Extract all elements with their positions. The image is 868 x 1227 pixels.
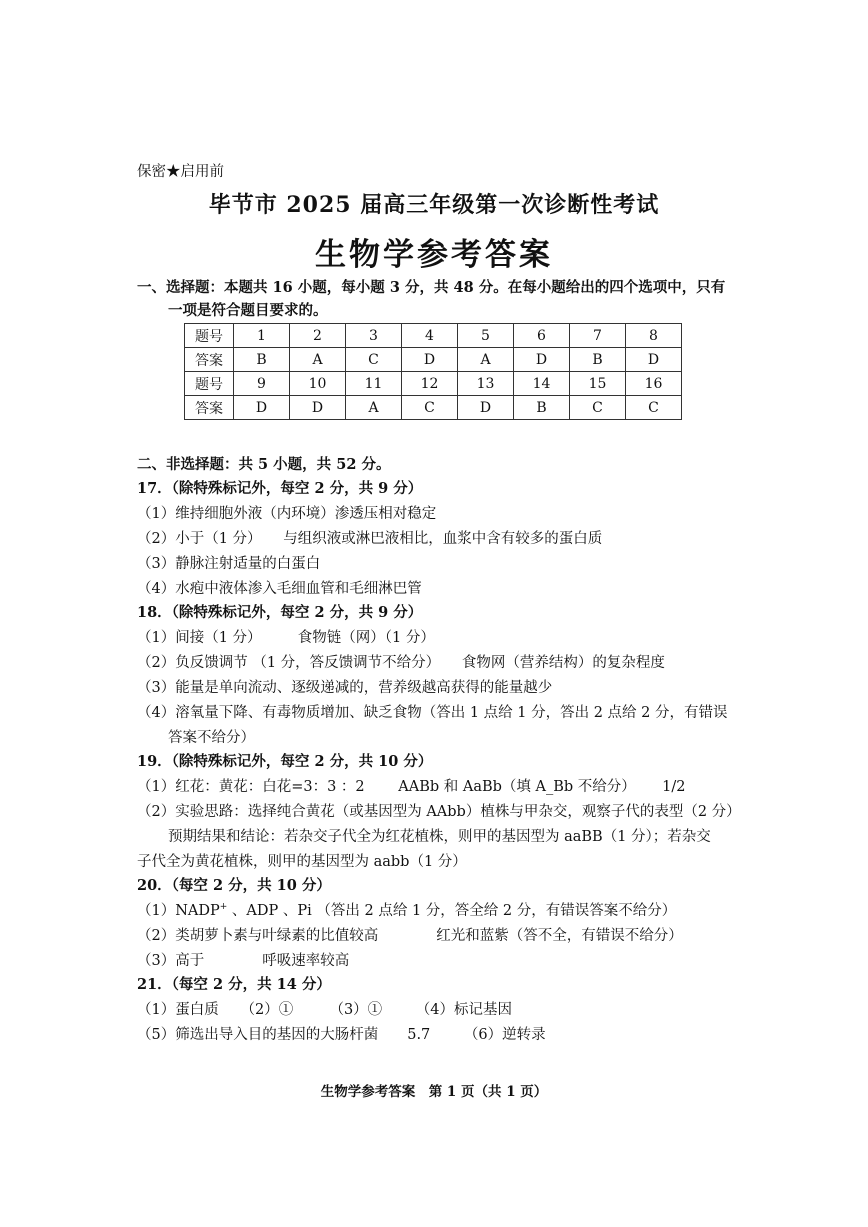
table-cell: 14 — [514, 372, 570, 396]
q18-answer-1: （1）间接（1 分） 食物链（网）（1 分） — [137, 630, 435, 646]
table-cell: D — [626, 348, 682, 372]
document-title: 生物学参考答案 — [315, 237, 553, 273]
q18-answer-4: （4）溶氧量下降、有毒物质增加、缺乏食物（答出 1 点给 1 分，答出 2 点给 2 分，有错误 — [137, 705, 728, 721]
table-cell: A — [458, 348, 514, 372]
page-footer: 生物学参考答案 第 1 页（共 1 页） — [320, 1084, 548, 1100]
table-cell: 13 — [458, 372, 514, 396]
table-cell: C — [402, 396, 458, 420]
table-cell: D — [458, 396, 514, 420]
table-cell: D — [514, 348, 570, 372]
q21-answer-2: （5）筛选出导入目的基因的大肠杆菌 5.7 （6）逆转录 — [137, 1027, 546, 1043]
table-cell: 10 — [290, 372, 346, 396]
table-cell: 题号 — [185, 372, 234, 396]
table-cell: C — [570, 396, 626, 420]
section1-instructions-line2: 一项是符合题目要求的。 — [168, 302, 328, 319]
q19-answer-2-prediction: 预期结果和结论：若杂交子代全为红花植株，则甲的基因型为 aaBB（1 分）；若杂交 — [168, 829, 711, 845]
q19-answer-2-cont: 子代全为黄花植株，则甲的基因型为 aabb（1 分） — [137, 854, 467, 870]
q18-answer-2: （2）负反馈调节 （1 分，答反馈调节不给分） 食物网（营养结构）的复杂程度 — [137, 655, 665, 671]
q20-answer-1 — [137, 902, 676, 920]
q17-heading: 17．（除特殊标记外，每空 2 分，共 9 分） — [137, 480, 423, 497]
q20-heading: 20．（每空 2 分，共 10 分） — [137, 877, 331, 894]
table-cell: 8 — [626, 324, 682, 348]
answer-table — [184, 323, 682, 420]
table-cell: 1 — [234, 324, 290, 348]
section1-instructions-line1: 一、选择题：本题共 16 小题，每小题 3 分，共 48 分。在每小题给出的四个选项中，只有 — [137, 279, 726, 296]
table-cell: C — [346, 348, 402, 372]
table-cell: 15 — [570, 372, 626, 396]
q18-answer-4-cont: 答案不给分） — [168, 730, 255, 746]
q18-heading: 18．（除特殊标记外，每空 2 分，共 9 分） — [137, 604, 423, 621]
q21-answer-1: （1）蛋白质 （2）① （3）① （4）标记基因 — [137, 1002, 513, 1018]
confidential-label: 保密★启用前 — [137, 164, 224, 180]
table-row — [185, 372, 682, 396]
section2-title: 二、非选择题：共 5 小题，共 52 分。 — [137, 456, 391, 473]
table-cell: 16 — [626, 372, 682, 396]
table-cell: 6 — [514, 324, 570, 348]
q20-answer-1-rest: 、ADP 、Pi （答出 2 点给 1 分，答全给 2 分，有错误答案不给分） — [227, 903, 677, 919]
q17-answer-2: （2）小于（1 分） 与组织液或淋巴液相比，血浆中含有较多的蛋白质 — [137, 531, 603, 547]
table-cell: D — [290, 396, 346, 420]
table-cell: 2 — [290, 324, 346, 348]
table-cell: 答案 — [185, 348, 234, 372]
table-cell: D — [402, 348, 458, 372]
q20-answer-1-text: （1）NADP — [137, 903, 220, 919]
table-cell: 4 — [402, 324, 458, 348]
table-cell: 3 — [346, 324, 402, 348]
superscript-plus: + — [219, 902, 228, 913]
table-cell: B — [514, 396, 570, 420]
table-row — [185, 324, 682, 348]
exam-title: 毕节市 2025 届高三年级第一次诊断性考试 — [208, 192, 660, 218]
q17-answer-1: （1）维持细胞外液（内环境）渗透压相对稳定 — [137, 506, 437, 522]
q17-answer-4: （4）水疱中液体渗入毛细血管和毛细淋巴管 — [137, 581, 422, 597]
q19-heading: 19．（除特殊标记外，每空 2 分，共 10 分） — [137, 753, 433, 770]
table-cell: 题号 — [185, 324, 234, 348]
q19-answer-1: （1）红花：黄花：白花=3：3 ：2 AABb 和 AaBb（填 A_Bb 不给分） 1/2 — [137, 779, 686, 795]
table-row — [185, 396, 682, 420]
table-cell: 12 — [402, 372, 458, 396]
q18-answer-3: （3）能量是单向流动、逐级递减的，营养级越高获得的能量越少 — [137, 680, 553, 696]
table-cell: 7 — [570, 324, 626, 348]
q21-heading: 21．（每空 2 分，共 14 分） — [137, 976, 331, 993]
q17-answer-3: （3）静脉注射适量的白蛋白 — [137, 556, 321, 572]
table-cell: B — [234, 348, 290, 372]
table-cell: B — [570, 348, 626, 372]
table-row — [185, 348, 682, 372]
table-cell: 11 — [346, 372, 402, 396]
table-cell: 答案 — [185, 396, 234, 420]
table-cell: 9 — [234, 372, 290, 396]
table-cell: A — [346, 396, 402, 420]
table-cell: C — [626, 396, 682, 420]
q20-answer-2: （2）类胡萝卜素与叶绿素的比值较高 红光和蓝紫（答不全，有错误不给分） — [137, 928, 683, 944]
q20-answer-3: （3）高于 呼吸速率较高 — [137, 953, 350, 969]
table-cell: D — [234, 396, 290, 420]
q19-answer-2: （2）实验思路：选择纯合黄花（或基因型为 AAbb）植株与甲杂交，观察子代的表型（2 分） — [137, 804, 741, 820]
table-cell: A — [290, 348, 346, 372]
table-cell: 5 — [458, 324, 514, 348]
